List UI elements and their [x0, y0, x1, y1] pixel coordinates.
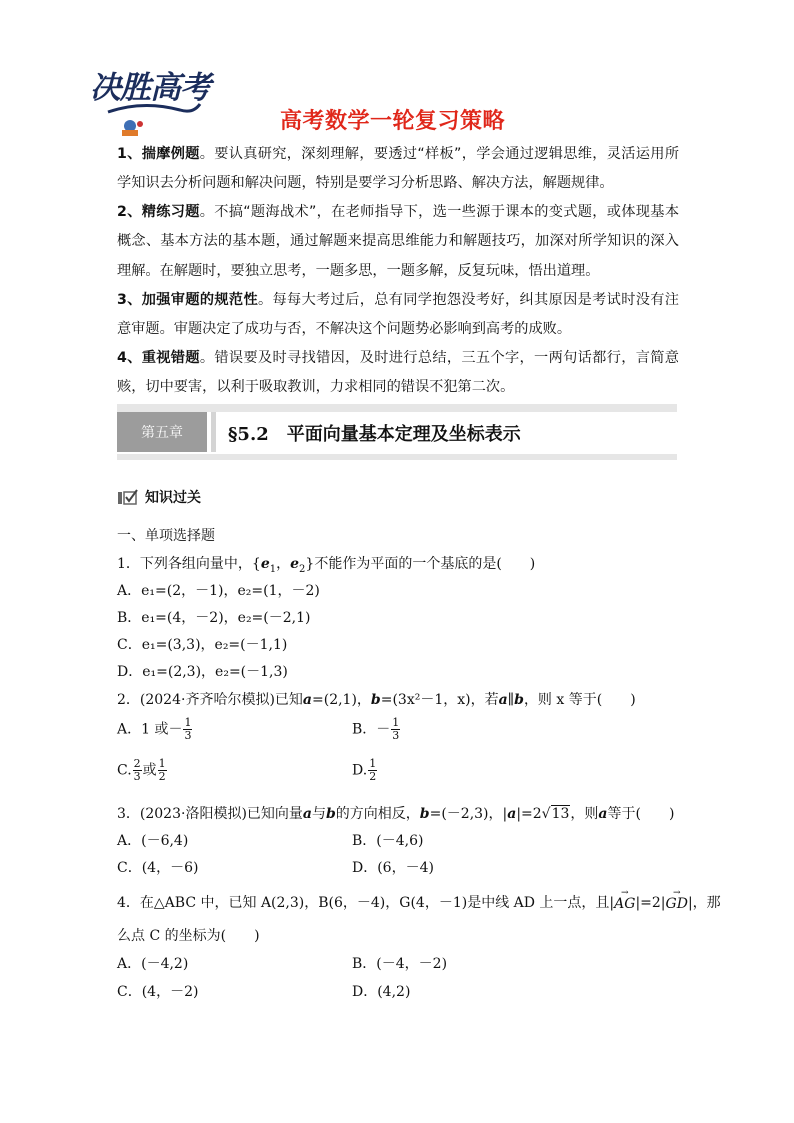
q2-d-label: D. — [352, 762, 368, 779]
q3-option-b[interactable]: B．(－4,6) — [352, 833, 424, 849]
q3-stem-g: 等于( ) — [607, 806, 675, 822]
q4-stem-c: |，那 — [687, 895, 721, 911]
strategy-text: 。每每大考过后，总有同学抱怨没考好，纠其原因是考试时没有注意审题。审题决定了成功与否，不解决这个问题势必影响到高考的成败。 — [117, 292, 679, 338]
knowledge-section-header — [117, 487, 201, 507]
logo-text: 决胜高考 — [90, 70, 210, 106]
strategy-heading: 1、揣摩例题 — [117, 146, 200, 162]
vector-gd: → GD — [665, 888, 688, 912]
strategy-heading: 4、重视错题 — [117, 350, 200, 366]
q3-stem-d: =(－2,3)，| — [429, 806, 508, 822]
strategy-item-3 — [117, 286, 679, 345]
strategy-item-4 — [117, 344, 679, 403]
q2-option-d[interactable] — [352, 758, 378, 783]
strategy-text: 。不搞“题海战术”，在老师指导下，选一些源于课本的变式题，或体现基本概念、基本方法的基本题，通过解题来提高思维能力和解题技巧，加深对所学知识的深入理解。在解题时，要独立思考，一题多思，一题多解，反复玩味，悟出道理。 — [117, 204, 680, 279]
q4-option-d[interactable]: D．(4,2) — [352, 984, 411, 1000]
q3-stem-b: 与 — [312, 806, 326, 822]
q3-stem-a: 3．(2023·洛阳模拟)已知向量 — [117, 806, 303, 822]
banner-bottom-bar — [117, 454, 677, 460]
q4-option-a[interactable]: A．(－4,2) — [117, 956, 189, 972]
chapter-banner — [117, 404, 677, 459]
logo-graphic-icon — [88, 60, 218, 140]
q2-stem-c: =(3x²－1，x)，若 — [380, 692, 499, 708]
question-3-stem: 3．(2023·洛阳模拟)已知向量a与b的方向相反，b=(－2,3)，|a|=2√13，则a等于( ) — [117, 806, 675, 822]
q1-option-a[interactable]: A．e₁=(2，－1)，e₂=(1，－2) — [117, 583, 320, 599]
q4-stem-b: |=2| — [635, 895, 666, 911]
fraction: $\frac{1}{3}$ — [392, 716, 400, 742]
q2-a-label: A．1 或－ — [117, 721, 183, 738]
q2-c-mid: 或 — [142, 762, 157, 779]
fraction: $\frac{1}{2}$ — [369, 757, 377, 783]
section-head-label: 知识过关 — [145, 490, 201, 506]
question-2-stem: 2．(2024·齐齐哈尔模拟)已知a=(2,1)，b=(3x²－1，x)，若a∥b，则 x 等于( ) — [117, 692, 636, 708]
vector-ag: → AG — [614, 888, 636, 912]
banner-top-bar — [117, 404, 677, 412]
strategy-heading: 3、加强审题的规范性 — [117, 292, 258, 308]
q2-stem-a: 2．(2024·齐齐哈尔模拟)已知 — [117, 692, 303, 708]
q1-option-b[interactable]: B．e₁=(4，－2)，e₂=(－2,1) — [117, 610, 311, 626]
sqrt-symbol: √13 — [541, 806, 570, 822]
q4-stem-a: 4．在△ABC 中，已知 A(2,3)，B(6，－4)，G(4，－1)是中线 AD 上一点，且| — [117, 895, 615, 911]
q3-option-a[interactable]: A．(－6,4) — [117, 833, 189, 849]
banner-separator — [211, 412, 216, 452]
q3-stem-f: ，则 — [570, 806, 599, 822]
fraction: $\frac{1}{3}$ — [184, 716, 192, 742]
q2-b-label: B．－ — [352, 721, 391, 738]
q1-option-d[interactable]: D．e₁=(2,3)，e₂=(－1,3) — [117, 664, 288, 680]
strategy-text: 。错误要及时寻找错因，及时进行总结，三五个字，一两句话都行，言简意赅，切中要害，以利于吸取教训，力求相同的错误不犯第二次。 — [117, 350, 679, 396]
q1-stem-b: }不能作为平面的一个基底的是( ) — [305, 556, 536, 572]
question-1-stem: 1．下列各组向量中，{$e_1$，$e_2$}不能作为平面的一个基底的是( ) — [117, 556, 536, 575]
q3-stem-c: 的方向相反， — [335, 806, 420, 822]
q4-option-b[interactable]: B．(－4，－2) — [352, 956, 448, 972]
document-title: 高考数学一轮复习策略 — [280, 109, 506, 134]
strategy-item-2 — [117, 198, 679, 286]
strategy-text: 。要认真研究，深刻理解，要透过“样板”，学会通过逻辑思维，灵活运用所学知识去分析问题和解决问题，特别是要学习分析思路、解决方法，解题规律。 — [117, 146, 680, 192]
section-title: §5.2 平面向量基本定理及坐标表示 — [228, 424, 521, 445]
q2-c-label: C. — [117, 762, 132, 779]
question-4-stem-line1 — [117, 889, 721, 912]
checkbox-check-icon — [117, 489, 139, 505]
q1-stem-a: 1．下列各组向量中，{ — [117, 556, 261, 572]
q2-option-a[interactable] — [117, 717, 193, 742]
q3-option-d[interactable]: D．(6，－4) — [352, 860, 434, 876]
part-title: 一、单项选择题 — [117, 528, 215, 544]
q2-stem-b: =(2,1)， — [312, 692, 371, 708]
strategy-heading: 2、精练习题 — [117, 204, 200, 220]
q4-option-c[interactable]: C．(4，－2) — [117, 984, 199, 1000]
strategy-item-1 — [117, 140, 679, 199]
q3-stem-e: |=2 — [516, 806, 542, 822]
fraction: $\frac{2}{3}$ — [133, 757, 141, 783]
q3-option-c[interactable]: C．(4，－6) — [117, 860, 199, 876]
q2-option-b[interactable] — [352, 717, 401, 742]
question-4-stem-line2: 么点 C 的坐标为( ) — [117, 928, 260, 944]
q2-stem-d: ，则 x 等于( ) — [523, 692, 636, 708]
brand-logo — [88, 60, 218, 140]
q1-option-c[interactable]: C．e₁=(3,3)，e₂=(－1,1) — [117, 637, 288, 653]
chapter-tab: 第五章 — [117, 412, 207, 452]
q2-option-c[interactable] — [117, 758, 168, 783]
fraction: $\frac{1}{2}$ — [158, 757, 166, 783]
